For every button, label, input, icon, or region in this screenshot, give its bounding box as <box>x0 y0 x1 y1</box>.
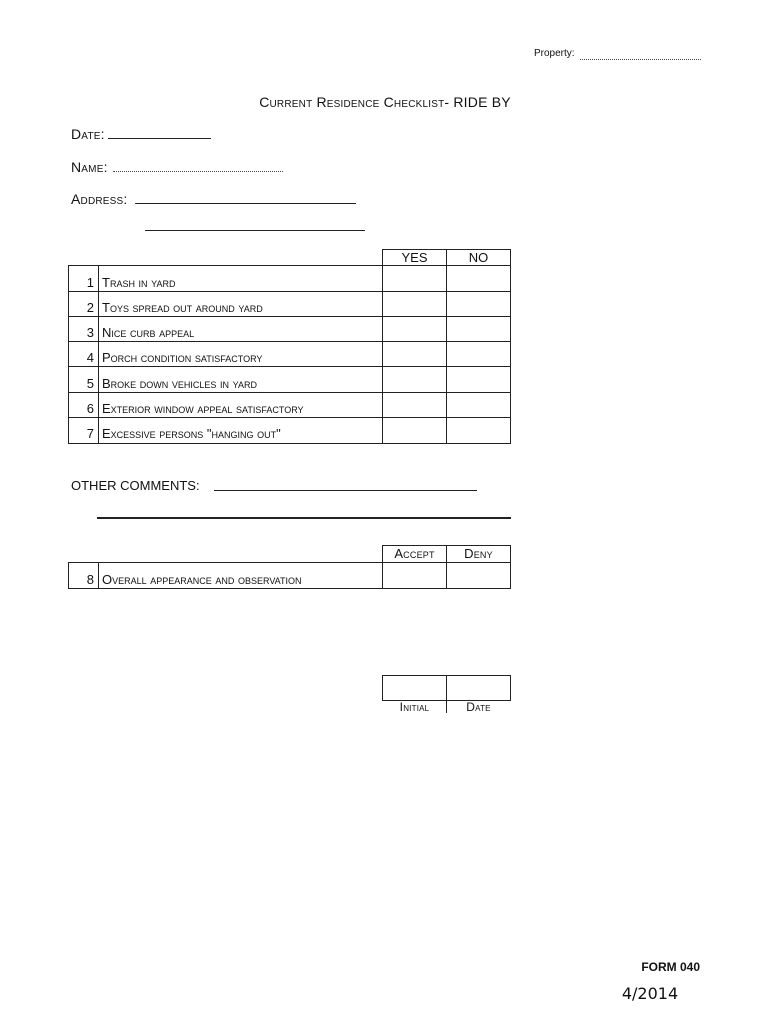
comments-field-line-2[interactable] <box>97 517 511 519</box>
row-label: Broke down vehicles in yard <box>102 376 257 391</box>
row-label: Toys spread out around yard <box>102 300 263 315</box>
yes-checkbox[interactable] <box>383 292 446 316</box>
deny-checkbox[interactable] <box>447 563 510 588</box>
yes-checkbox[interactable] <box>383 418 446 443</box>
date-field[interactable] <box>108 138 211 139</box>
row-label: Excessive persons "hanging out" <box>102 426 281 441</box>
row-number: 7 <box>86 426 94 441</box>
form-title: Current Residence Checklist- RIDE BY <box>259 94 511 110</box>
yes-checkbox[interactable] <box>383 393 446 417</box>
accept-checkbox[interactable] <box>383 563 446 588</box>
col-header-yes: YES <box>401 250 428 265</box>
address-field-line-1[interactable] <box>135 203 356 204</box>
comments-label: OTHER COMMENTS: <box>71 478 200 493</box>
no-checkbox[interactable] <box>447 266 510 291</box>
row-number: 2 <box>86 300 94 315</box>
no-checkbox[interactable] <box>447 292 510 316</box>
row-label: Porch condition satisfactory <box>102 350 263 365</box>
row-number: 3 <box>86 325 94 340</box>
col-header-accept: Accept <box>394 546 435 561</box>
form-number: FORM 040 <box>641 960 700 974</box>
no-checkbox[interactable] <box>447 393 510 417</box>
date-label: Date: <box>71 126 105 142</box>
address-field-line-2[interactable] <box>145 230 365 231</box>
no-checkbox[interactable] <box>447 418 510 443</box>
name-label: Name: <box>71 159 108 175</box>
property-label: Property: <box>534 48 575 59</box>
row-number: 6 <box>86 401 94 416</box>
no-checkbox[interactable] <box>447 342 510 366</box>
name-field[interactable] <box>113 171 283 172</box>
revision-date: 4/2014 <box>621 984 679 1003</box>
property-field[interactable] <box>580 59 701 60</box>
row-number: 1 <box>86 275 94 290</box>
row-label: Exterior window appeal satisfactory <box>102 401 304 416</box>
yes-checkbox[interactable] <box>383 317 446 341</box>
col-header-no: NO <box>468 250 489 265</box>
signoff-date-box[interactable] <box>447 676 510 700</box>
row-number: 8 <box>86 572 94 587</box>
col-header-deny: Deny <box>464 546 493 561</box>
no-checkbox[interactable] <box>447 317 510 341</box>
yes-checkbox[interactable] <box>383 342 446 366</box>
no-checkbox[interactable] <box>447 367 510 392</box>
row-label: Nice curb appeal <box>102 325 195 340</box>
initial-box[interactable] <box>383 676 446 700</box>
yes-checkbox[interactable] <box>383 367 446 392</box>
yes-checkbox[interactable] <box>383 266 446 291</box>
signoff-date-label: Date <box>466 700 491 714</box>
address-label: Address: <box>71 191 128 207</box>
row-number: 5 <box>86 376 94 391</box>
row-label: Trash in yard <box>102 275 176 290</box>
initial-label: Initial <box>399 700 430 714</box>
comments-field-line-1[interactable] <box>214 490 477 491</box>
row-label: Overall appearance and observation <box>102 572 302 587</box>
row-number: 4 <box>86 350 94 365</box>
